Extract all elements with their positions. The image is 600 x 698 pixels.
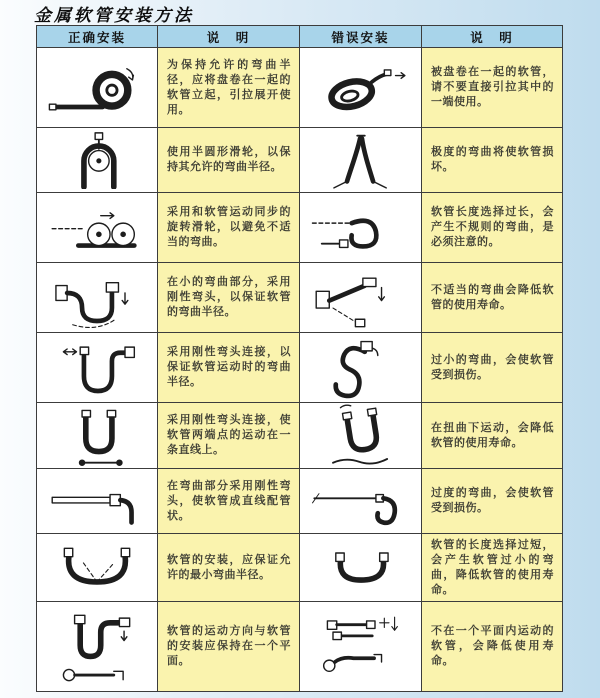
header-description-right: 说 明 [422,26,563,48]
hose-straight-piping-with-rigid-elbow-illustration [41,474,153,528]
wrong-image-cell [300,469,422,534]
table-row [37,128,563,193]
wrong-image-cell [300,193,422,263]
hose-u-shape-endpoints-inline-illustration [41,403,153,468]
correct-desc: 为保持允许的弯曲半径，应将盘卷在一起的软管立起，引拉展开使用。 [158,48,300,128]
page-title: 金属软管安装方法 [34,6,194,26]
wrong-image-cell [300,128,422,193]
wrong-image-cell [300,534,422,602]
table-row [37,403,563,469]
wrong-image-cell [300,263,422,333]
table-row [37,469,563,534]
correct-desc: 软管的安装，应保证允许的最小弯曲半径。 [158,534,300,602]
correct-image-cell [37,128,158,193]
correct-image-cell [37,193,158,263]
correct-desc: 在弯曲部分采用刚性弯头，使软管成直线配管状。 [158,469,300,534]
coiled-hose-unrolled-upright-illustration [41,51,153,124]
wrong-desc: 软管长度选择过长，会产生不规则的弯曲，是必须注意的。 [422,193,563,263]
wrong-desc: 过度的弯曲，会使软管受到损伤。 [422,469,563,534]
wrong-desc: 不在一个平面内运动的软管，会降低使用寿命。 [422,602,563,692]
correct-image-cell [37,534,158,602]
wrong-image-cell [300,333,422,403]
wrong-desc: 在扭曲下运动，会降低软管的使用寿命。 [422,403,563,469]
table-row [37,602,563,692]
header-description-left: 说 明 [158,26,300,48]
wrong-image-cell [300,403,422,469]
wrong-image-cell [300,48,422,128]
correct-desc: 使用半圆形滑轮，以保持其允许的弯曲半径。 [158,128,300,193]
hose-minimum-bend-radius-illustration [41,539,153,597]
correct-image-cell [37,333,158,403]
correct-desc: 采用和软管运动同步的旋转滑轮，以避免不适当的弯曲。 [158,193,300,263]
installation-guide-table [36,25,563,692]
correct-desc: 在小的弯曲部分，采用刚性弯头，以保证软管的弯曲半径。 [158,263,300,333]
hose-rigid-elbow-connection-moving-illustration [41,335,153,400]
coiled-hose-pulled-from-end-illustration [305,55,417,120]
wrong-desc: 被盘卷在一起的软管，请不要直接引拉其中的一端使用。 [422,48,563,128]
correct-desc: 采用刚性弯头连接，使软管两端点的运动在一条直线上。 [158,403,300,469]
hose-overbent-end-illustration [305,474,417,528]
table-row [37,193,563,263]
correct-desc: 软管的运动方向与软管的安装应保持在一个平面。 [158,602,300,692]
wrong-desc: 极度的弯曲将使软管损坏。 [422,128,563,193]
table-row [37,48,563,128]
correct-image-cell [37,263,158,333]
hose-with-synchronized-rotating-pulleys-illustration [41,197,153,259]
wrong-image-cell [300,602,422,692]
hose-extreme-bend-illustration [305,131,417,189]
hose-rigid-elbow-at-small-bend-illustration [41,265,153,330]
hose-motion-out-of-plane-illustration [305,606,417,688]
hose-motion-in-same-plane-illustration [41,606,153,688]
header-wrong-installation: 错误安装 [300,26,422,48]
wrong-desc: 过小的弯曲，会使软管受到损伤。 [422,333,563,403]
correct-desc: 采用刚性弯头连接，以保证软管运动时的弯曲半径。 [158,333,300,403]
table-row [37,263,563,333]
correct-image-cell [37,403,158,469]
wrong-desc: 软管的长度选择过短，会产生软管过小的弯曲，降低软管的使用寿命。 [422,534,563,602]
header-correct-installation: 正确安装 [37,26,158,48]
correct-image-cell [37,48,158,128]
hose-twisted-motion-illustration [305,403,417,468]
wrong-desc: 不适当的弯曲会降低软管的使用寿命。 [422,263,563,333]
table-row [37,333,563,403]
hose-too-small-bend-illustration [305,335,417,400]
hose-over-semicircular-pulley-illustration [41,131,153,189]
correct-image-cell [37,602,158,692]
header-row [37,26,563,48]
hose-too-short-illustration [305,539,417,597]
correct-image-cell [37,469,158,534]
hose-improper-bend-illustration [305,267,417,329]
hose-too-long-irregular-bend-illustration [305,197,417,259]
table-row [37,534,563,602]
